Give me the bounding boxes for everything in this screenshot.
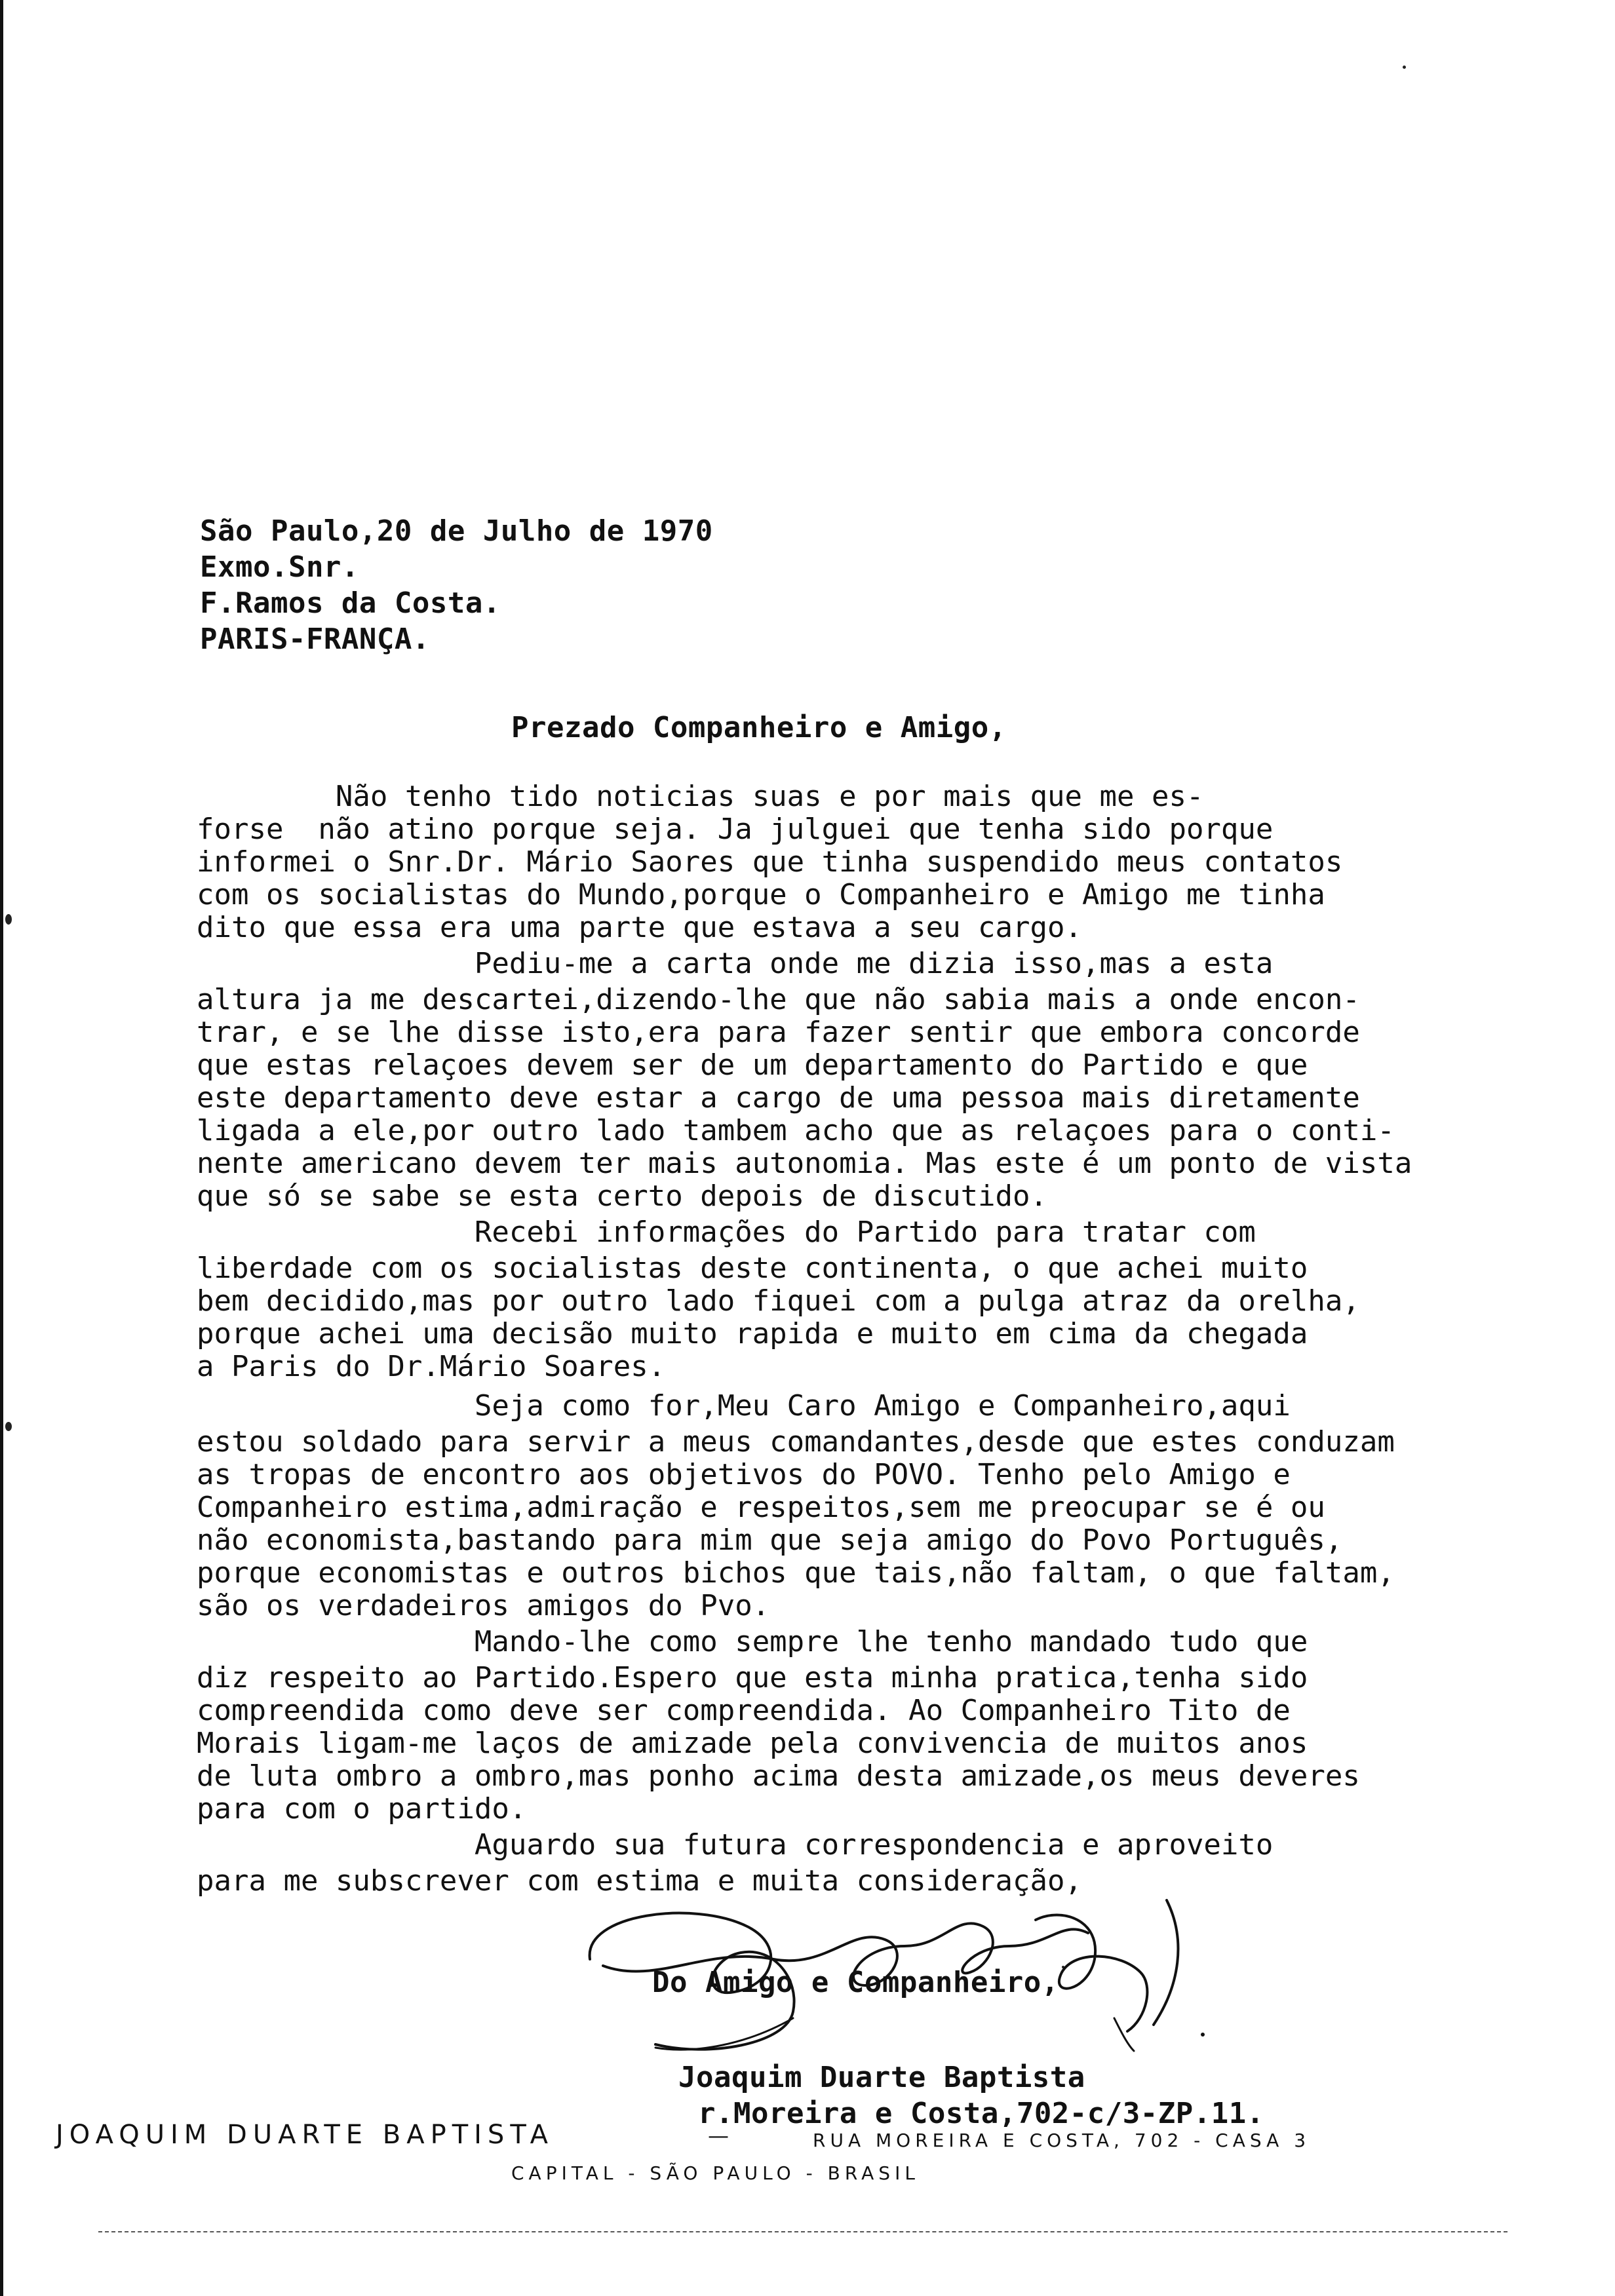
closing: Do Amigo e Companheiro,: [652, 1966, 1059, 1999]
place-date: São Paulo,20 de Julho de 1970: [200, 514, 713, 548]
body-line: trar, e se lhe disse isto,era para fazer sentir que embora concorde: [197, 1016, 1360, 1049]
recipient-line: Exmo.Snr.: [200, 550, 359, 584]
body-line: Companheiro estima,admiração e respeitos,sem me preocupar se é ou: [197, 1491, 1325, 1524]
body-line: a Paris do Dr.Mário Soares.: [197, 1350, 666, 1383]
paper-speck: [5, 914, 12, 925]
body-line: estou soldado para servir a meus comandantes,desde que estes conduzam: [197, 1425, 1395, 1459]
body-line: não economista,bastando para mim que seja amigo do Povo Português,: [197, 1523, 1343, 1557]
body-line: dito que essa era uma parte que estava a seu cargo.: [197, 911, 1083, 944]
paper-speck: [5, 1422, 12, 1431]
body-line: ligada a ele,por outro lado tambem acho que as relaçoes para o conti-: [197, 1114, 1395, 1147]
body-line: Seja como for,Meu Caro Amigo e Companheiro,aqui: [197, 1389, 1291, 1423]
salutation: Prezado Companheiro e Amigo,: [511, 711, 1007, 744]
signer-name: Joaquim Duarte Baptista: [678, 2061, 1085, 2094]
letterhead-city: CAPITAL - SÃO PAULO - BRASIL: [511, 2162, 920, 2184]
page-left-edge: [0, 0, 3, 2296]
letterhead-name: JOAQUIM DUARTE BAPTISTA: [56, 2120, 555, 2150]
body-line: Aguardo sua futura correspondencia e aproveito: [197, 1828, 1274, 1862]
body-line: para me subscrever com estima e muita consideração,: [197, 1864, 1083, 1898]
body-line: compreendida como deve ser compreendida. Ao Companheiro Tito de: [197, 1694, 1291, 1727]
body-line: são os verdadeiros amigos do Pvo.: [197, 1589, 770, 1622]
body-line: com os socialistas do Mundo,porque o Companheiro e Amigo me tinha: [197, 878, 1325, 911]
letterhead-dash: —: [708, 2123, 729, 2148]
body-line: para com o partido.: [197, 1792, 527, 1826]
body-line: Morais ligam-me laços de amizade pela convivencia de muitos anos: [197, 1727, 1308, 1760]
body-line: Recebi informações do Partido para tratar com: [197, 1215, 1256, 1249]
body-line: informei o Snr.Dr. Mário Saores que tinha suspendido meus contatos: [197, 845, 1343, 879]
body-line: liberdade com os socialistas deste continenta, o que achei muito: [197, 1252, 1308, 1285]
fold-line: [98, 2231, 1508, 2232]
body-line: Pediu-me a carta onde me dizia isso,mas a esta: [197, 947, 1274, 980]
body-line: altura ja me descartei,dizendo-lhe que não sabia mais a onde encon-: [197, 983, 1360, 1016]
body-line: diz respeito ao Partido.Espero que esta minha pratica,tenha sido: [197, 1661, 1308, 1694]
handwritten-signature: [577, 1887, 1265, 2084]
body-line: Mando-lhe como sempre lhe tenho mandado tudo que: [197, 1625, 1308, 1658]
body-line: de luta ombro a ombro,mas ponho acima desta amizade,os meus deveres: [197, 1759, 1360, 1793]
body-line: bem decidido,mas por outro lado fiquei com a pulga atraz da orelha,: [197, 1284, 1360, 1318]
body-line: Não tenho tido noticias suas e por mais que me es-: [197, 780, 1204, 813]
body-line: porque achei uma decisão muito rapida e muito em cima da chegada: [197, 1317, 1308, 1350]
recipient-line: F.Ramos da Costa.: [200, 586, 501, 620]
recipient-line: PARIS-FRANÇA.: [200, 622, 430, 656]
paper-speck: [1403, 66, 1406, 69]
body-line: que só se sabe se esta certo depois de discutido.: [197, 1179, 1048, 1213]
body-line: forse não atino porque seja. Ja julguei que tenha sido porque: [197, 813, 1274, 846]
letterhead-address: RUA MOREIRA E COSTA, 702 - CASA 3: [813, 2130, 1311, 2151]
body-line: nente americano devem ter mais autonomia. Mas este é um ponto de vista: [197, 1147, 1412, 1180]
body-line: porque economistas e outros bichos que tais,não faltam, o que faltam,: [197, 1556, 1395, 1590]
signer-address: r.Moreira e Costa,702-c/3-ZP.11.: [698, 2097, 1264, 2130]
body-line: as tropas de encontro aos objetivos do POVO. Tenho pelo Amigo e: [197, 1458, 1291, 1491]
body-line: que estas relaçoes devem ser de um departamento do Partido e que: [197, 1048, 1308, 1082]
body-line: este departamento deve estar a cargo de uma pessoa mais diretamente: [197, 1081, 1360, 1115]
